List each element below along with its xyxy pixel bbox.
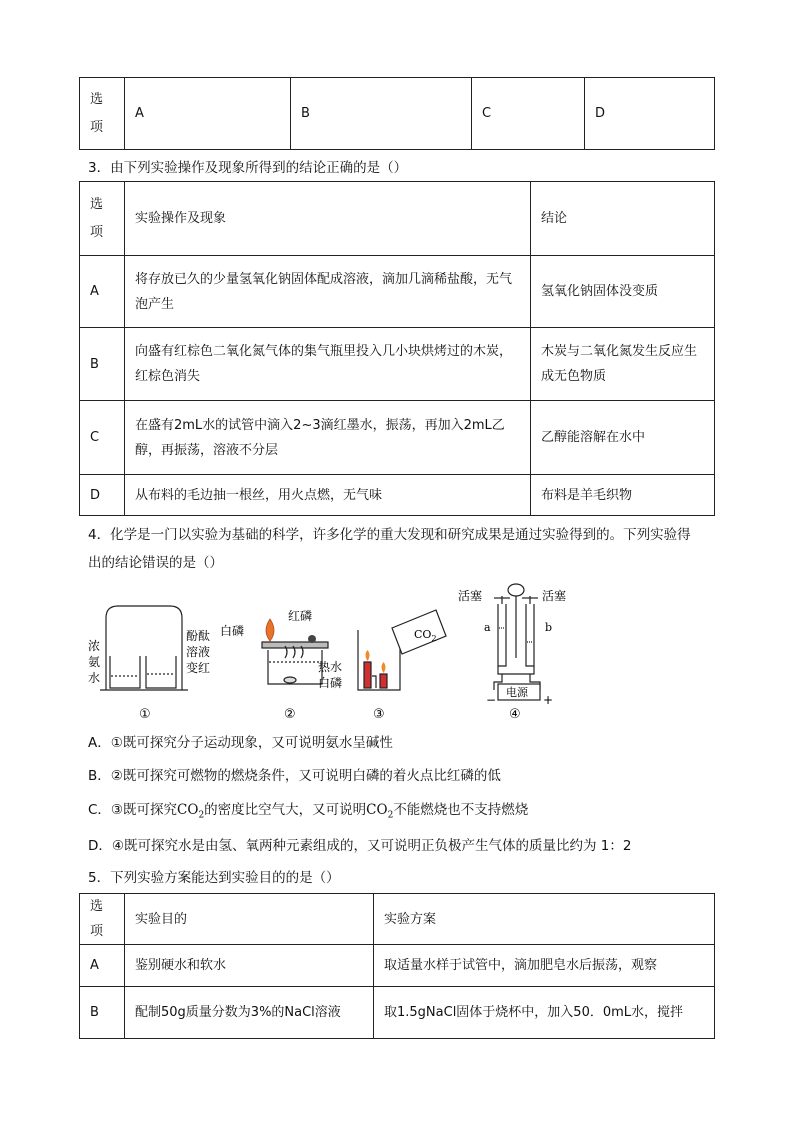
table-row (80, 945, 715, 987)
option-c (88, 798, 528, 828)
table-row (80, 401, 715, 475)
fig1-label: 浓 (88, 639, 101, 653)
red-phosphorus (308, 635, 316, 643)
fig4-label: 电源 (506, 686, 528, 699)
flame-icon (366, 650, 370, 661)
table-cell: B (291, 78, 472, 150)
experiment-figure (0, 578, 794, 728)
option-cell: D (80, 475, 125, 516)
option-cell: B (80, 328, 125, 401)
fig4-label: b (545, 621, 553, 634)
table-q2-options (79, 77, 715, 150)
fig4-label: 活塞 (458, 589, 483, 603)
conclusion-cell: 木炭与二氧化氮发生反应生成无色物质 (531, 328, 715, 401)
option-cell: A (80, 945, 125, 987)
table-header-cell: 实验目的 (125, 894, 374, 945)
question-5-stem: 5．下列实验方案能达到实验目的的是（） (88, 870, 340, 886)
fig1-label: 氨 (88, 655, 101, 669)
question-3-stem: 3．由下列实验操作及现象所得到的结论正确的是（） (88, 160, 408, 176)
table-cell (80, 78, 125, 150)
fig3-label: $CO_2$ (414, 628, 437, 643)
goal-cell: 鉴别硬水和软水 (125, 945, 374, 987)
option-b: B．②既可探究可燃物的燃烧条件，又可说明白磷的着火点比红磷的低 (88, 768, 501, 784)
option-c-text: 的密度比空气大，又可说明 (204, 802, 367, 818)
table-row (80, 256, 715, 328)
question-4-stem-line2: 出的结论错误的是（） (88, 555, 223, 571)
fig2-label: 红磷 (288, 609, 313, 623)
header-text: 选项 (90, 196, 104, 240)
option-d: D．④既可探究水是由氢、氧两种元素组成的，又可说明正负极产生气体的质量比约为 1：2 (88, 838, 632, 854)
table-cell: A (125, 78, 291, 150)
fig1-label: 溶液 (186, 645, 211, 659)
conclusion-cell: 氢氧化钠固体没变质 (531, 256, 715, 328)
table-row (80, 328, 715, 401)
header-text: 选项 (90, 91, 104, 135)
fig4-caption: ④ (509, 707, 521, 722)
operation-cell: 向盛有红棕色二氧化氮气体的集气瓶里投入几小块烘烤过的木炭，红棕色消失 (125, 328, 531, 401)
table-header-cell (80, 182, 125, 256)
co2-formula: $CO_2$ (177, 802, 205, 821)
option-cell: A (80, 256, 125, 328)
fig1-label: 酚酞 (186, 629, 211, 643)
table-header-cell: 实验方案 (374, 894, 715, 945)
fig2-caption: ② (284, 707, 296, 722)
plan-cell: 取1.5gNaCl固体于烧杯中，加入50．0mL水，搅拌 (374, 987, 715, 1039)
table-cell: C (472, 78, 585, 150)
fig1-caption: ① (139, 707, 151, 722)
table-row (80, 475, 715, 516)
fig3-caption: ③ (373, 707, 385, 722)
operation-cell: 在盛有2mL水的试管中滴入2~3滴红墨水，振荡，再加入2mL乙醇，再振荡，溶液不分层 (125, 401, 531, 475)
option-cell: B (80, 987, 125, 1039)
option-c-text: 不能燃烧也不支持燃烧 (393, 802, 529, 818)
figure-1-ammonia-diffusion (100, 606, 188, 690)
flame-icon (266, 619, 274, 641)
fig1-label: 变红 (186, 661, 211, 675)
table-q3 (79, 181, 715, 516)
goal-cell: 配制50g质量分数为3%的NaCl溶液 (125, 987, 374, 1039)
table-header-cell: 选项 (80, 894, 125, 945)
co2-formula: $CO_2$ (366, 802, 394, 821)
fig2-label: 白磷 (220, 624, 245, 638)
operation-cell: 从布料的毛边抽一根丝，用火点燃，无气味 (125, 475, 531, 516)
figure-4-electrolysis (494, 584, 540, 700)
table-header-cell: 结论 (531, 182, 715, 256)
operation-cell: 将存放已久的少量氢氧化钠固体配成溶液，滴加几滴稀盐酸，无气泡产生 (125, 256, 531, 328)
fig4-label: − (486, 693, 497, 707)
table-row (80, 987, 715, 1039)
question-4-stem-line1: 4．化学是一门以实验为基础的科学，许多化学的重大发现和研究成果是通过实验得到的。下列实验得 (88, 527, 691, 543)
table-header-cell: 实验操作及现象 (125, 182, 531, 256)
conclusion-cell: 乙醇能溶解在水中 (531, 401, 715, 475)
conclusion-cell: 布料是羊毛织物 (531, 475, 715, 516)
fig2-label: 热水 (318, 660, 343, 674)
option-c-text: C．③既可探究 (88, 802, 178, 818)
fig4-label: + (543, 693, 554, 707)
table-q5 (79, 893, 715, 1039)
plan-cell: 取适量水样于试管中，滴加肥皂水后振荡，观察 (374, 945, 715, 987)
table-cell: D (585, 78, 715, 150)
fig1-label: 水 (88, 671, 101, 685)
fig4-label: a (484, 621, 491, 634)
option-a: A．①既可探究分子运动现象，又可说明氨水呈碱性 (88, 735, 393, 751)
fig4-label: 活塞 (542, 589, 567, 603)
flame-icon (382, 662, 386, 673)
figure-3-co2-candles (358, 610, 446, 690)
fig2-label: 白磷 (318, 676, 343, 690)
option-cell: C (80, 401, 125, 475)
